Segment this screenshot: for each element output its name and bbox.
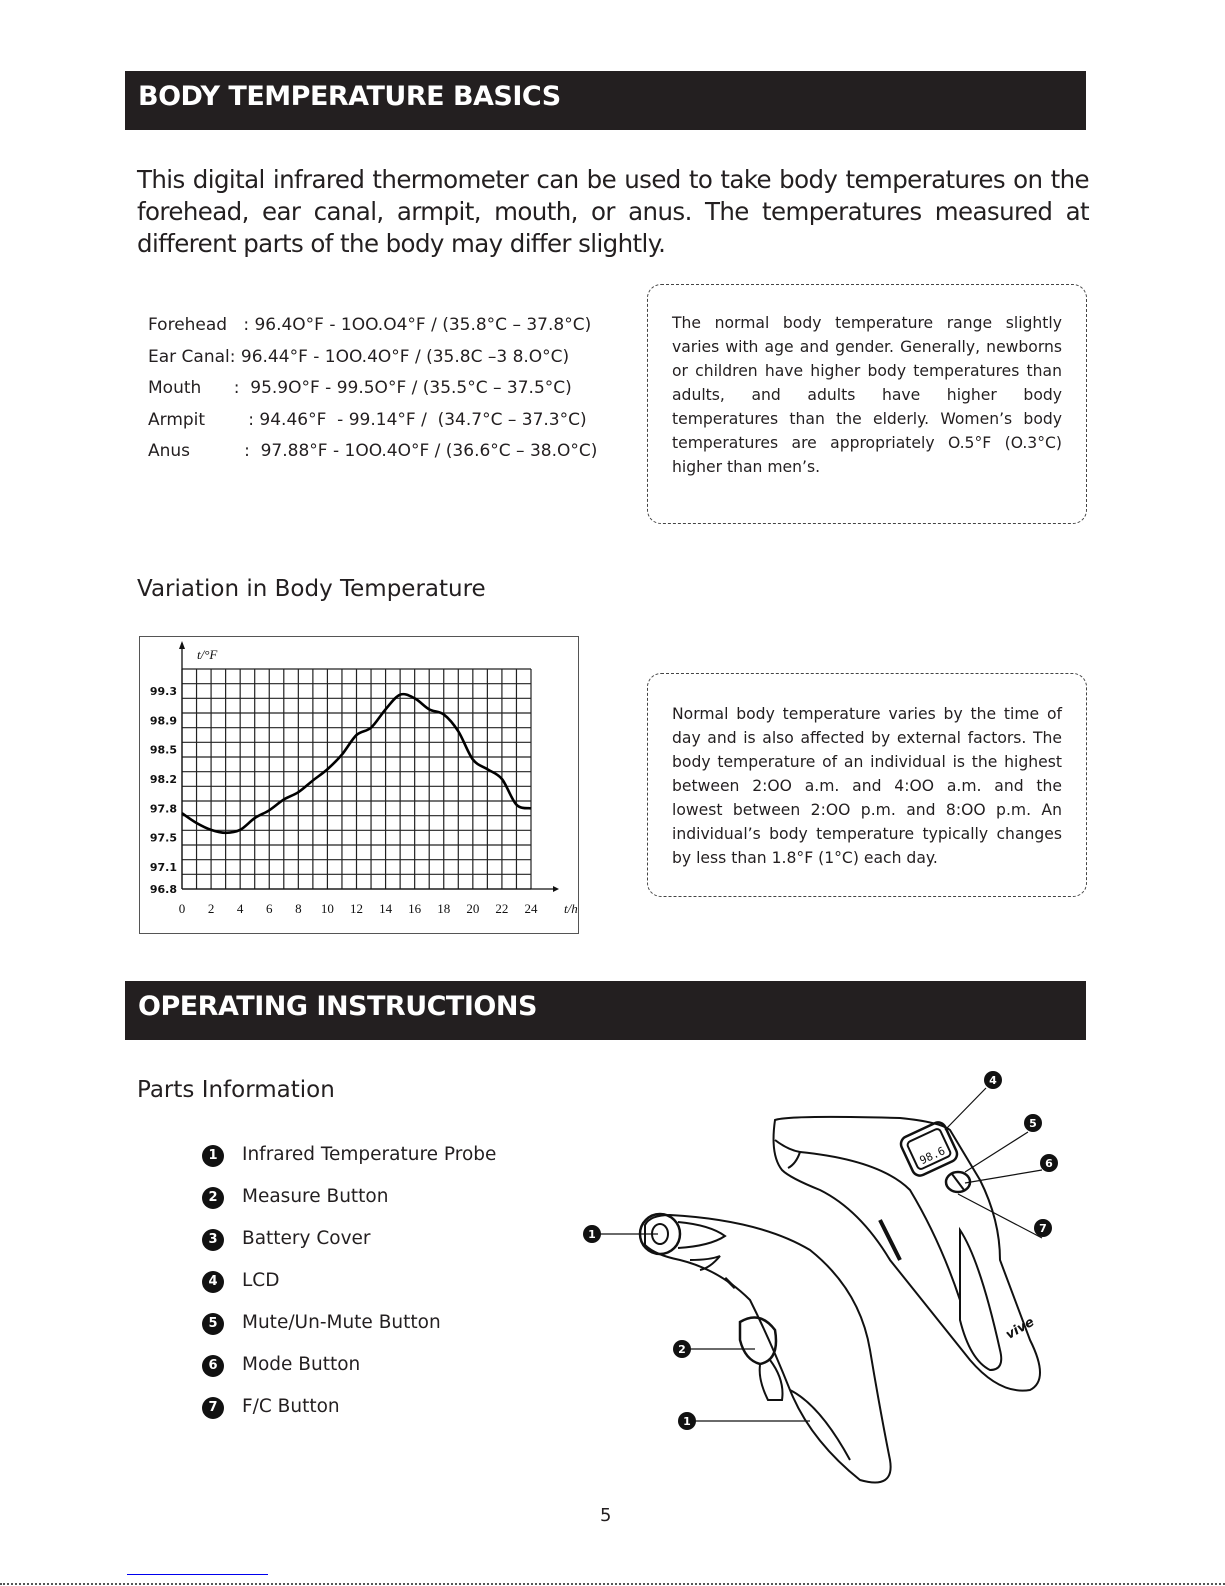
- svg-text:98.9: 98.9: [149, 714, 177, 728]
- svg-text:99.3: 99.3: [149, 685, 177, 698]
- variation-heading: Variation in Body Temperature: [137, 576, 486, 602]
- svg-text:t/°F: t/°F: [197, 647, 218, 662]
- svg-text:7: 7: [1039, 1222, 1047, 1235]
- svg-text:97.5: 97.5: [149, 831, 177, 845]
- svg-text:4: 4: [236, 901, 244, 916]
- note-text: The normal body temperature range slightly varies with age and gender. Generally, newborns or children have higher body temperatures than adults, and adults have higher body temperatures than the elderly. Women’s body temperatures are appropriately O.5°F (O.3°C) higher than men’s.: [672, 314, 1062, 476]
- number-badge-icon: 4: [202, 1271, 224, 1293]
- range-site: Mouth: [148, 378, 234, 398]
- number-badge-icon: 1: [202, 1145, 224, 1167]
- svg-text:4: 4: [989, 1074, 997, 1087]
- range-site: Ear Canal: [148, 346, 230, 367]
- note-text: Normal body temperature varies by the time of day and is also affected by external factors. The body temperature of an individual is the highest between 2:OO a.m. and 4:OO a.m. and the lowest between 2:OO p.m. and 8:OO p.m. An individual’s body temperature typically changes by less than 1.8°F (1°C) each day.: [672, 705, 1062, 867]
- svg-text:14: 14: [379, 901, 393, 916]
- range-value: : 94.46°F - 99.14°F / (34.7°C – 37.3°C): [248, 409, 587, 430]
- note-box-time-of-day: [647, 673, 1087, 897]
- svg-text:6: 6: [266, 901, 273, 916]
- range-value: : 95.9O°F - 99.5O°F / (35.5°C – 37.5°C): [233, 378, 572, 398]
- intro-paragraph: This digital infrared thermometer can be used to take body temperatures on the forehead, ear canal, armpit, mouth, or anus. The temperatures measured at different parts of the body may differ slightly.: [137, 165, 1089, 258]
- range-value: : 96.4O°F - 1OO.O4°F / (35.8°C – 37.8°C): [243, 315, 592, 335]
- svg-text:98.6: 98.6: [917, 1144, 948, 1168]
- part-label: Mute/Un-Mute Button: [242, 1312, 441, 1333]
- svg-text:10: 10: [320, 901, 334, 916]
- thermometer-illustration: [560, 1060, 1080, 1504]
- range-value: : 96.44°F - 1OO.4O°F / (35.8C –3 8.O°C): [229, 346, 570, 367]
- svg-text:8: 8: [295, 901, 302, 916]
- range-value: : 97.88°F - 1OO.4O°F / (36.6°C – 38.O°C): [244, 441, 598, 461]
- range-site: Forehead: [148, 315, 244, 335]
- thermometer-icon: [560, 1060, 1080, 1500]
- part-label: Mode Button: [242, 1354, 361, 1375]
- part-label: Infrared Temperature Probe: [242, 1144, 497, 1165]
- svg-text:18: 18: [437, 901, 451, 916]
- svg-text:vive: vive: [1003, 1314, 1038, 1343]
- svg-text:1: 1: [588, 1228, 596, 1241]
- number-badge-icon: 5: [202, 1313, 224, 1335]
- number-badge-icon: 7: [202, 1397, 224, 1419]
- svg-text:98.5: 98.5: [149, 743, 177, 757]
- svg-text:2: 2: [207, 901, 215, 916]
- svg-text:1: 1: [683, 1415, 691, 1428]
- parts-heading: Parts Information: [137, 1077, 335, 1103]
- svg-text:2: 2: [678, 1343, 686, 1356]
- part-label: Battery Cover: [242, 1228, 371, 1249]
- svg-text:6: 6: [1045, 1157, 1053, 1170]
- section-header-operating: [125, 981, 1086, 1040]
- range-site: Anus: [148, 441, 245, 461]
- svg-text:16: 16: [408, 901, 422, 916]
- svg-text:96.8: 96.8: [149, 883, 177, 896]
- svg-text:98.2: 98.2: [149, 773, 177, 786]
- svg-text:0: 0: [178, 901, 186, 916]
- svg-text:24: 24: [524, 901, 538, 916]
- temperature-chart: [139, 636, 579, 934]
- svg-text:20: 20: [466, 901, 480, 916]
- section-title: BODY TEMPERATURE BASICS: [138, 81, 561, 112]
- range-site: Armpit: [148, 409, 249, 430]
- link-underline[interactable]: [127, 1574, 268, 1575]
- svg-text:22: 22: [495, 901, 509, 916]
- svg-text:5: 5: [1029, 1117, 1037, 1130]
- svg-text:t/h: t/h: [564, 901, 578, 916]
- svg-text:97.8: 97.8: [149, 802, 177, 816]
- number-badge-icon: 3: [202, 1229, 224, 1251]
- svg-text:12: 12: [350, 901, 363, 916]
- part-label: F/C Button: [242, 1396, 340, 1417]
- part-label: Measure Button: [242, 1186, 389, 1207]
- page-number: 5: [600, 1505, 612, 1526]
- number-badge-icon: 2: [202, 1187, 224, 1209]
- section-title: OPERATING INSTRUCTIONS: [138, 991, 537, 1022]
- part-label: LCD: [242, 1270, 280, 1291]
- number-badge-icon: 6: [202, 1355, 224, 1377]
- svg-text:97.1: 97.1: [149, 861, 177, 874]
